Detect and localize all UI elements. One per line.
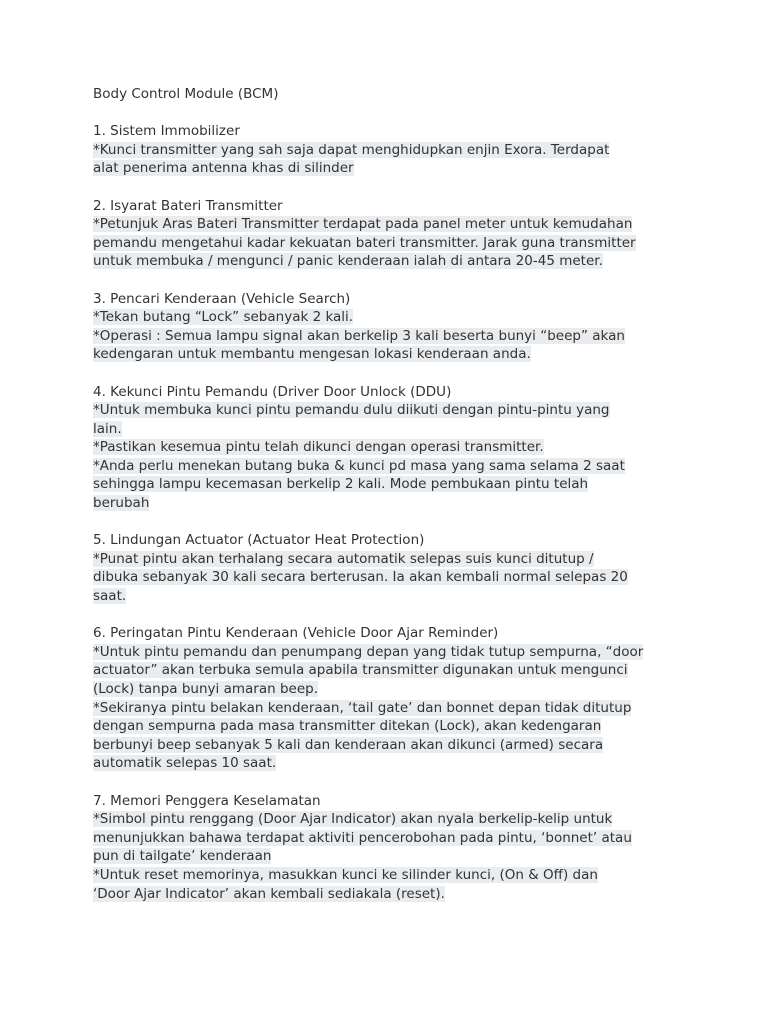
spacer: [93, 271, 693, 290]
body-line: alat penerima antenna khas di silinder: [93, 160, 354, 177]
section-immobilizer: [93, 122, 693, 178]
body-line: menunjukkan bahawa terdapat aktiviti pencerobohan pada pintu, ‘bonnet’ atau: [93, 829, 632, 846]
body-line: *Untuk reset memorinya, masukkan kunci ke silinder kunci, (On & Off) dan: [93, 866, 598, 883]
body-line: *Simbol pintu renggang (Door Ajar Indicator) akan nyala berkelip-kelip untuk: [93, 811, 613, 828]
body-line: saat.: [93, 588, 127, 605]
body-line: untuk membuka / mengunci / panic kenderaan ialah di antara 20-45 meter.: [93, 253, 603, 270]
section-heading: 5. Lindungan Actuator (Actuator Heat Protection): [93, 532, 425, 549]
spacer: [93, 104, 693, 123]
section-actuator-protection: [93, 531, 693, 605]
section-heading: 2. Isyarat Bateri Transmitter: [93, 197, 283, 214]
body-line: pemandu mengetahui kadar kekuatan bateri transmitter. Jarak guna transmitter: [93, 234, 636, 251]
body-line: berubah: [93, 495, 150, 512]
body-line: automatik selepas 10 saat.: [93, 755, 277, 772]
body-line: lain.: [93, 420, 122, 437]
section-heading: 6. Peringatan Pintu Kenderaan (Vehicle Door Ajar Reminder): [93, 625, 499, 642]
section-vehicle-search: [93, 290, 693, 364]
body-line: *Untuk membuka kunci pintu pemandu dulu diikuti dengan pintu-pintu yang: [93, 402, 610, 419]
section-heading: 4. Kekunci Pintu Pemandu (Driver Door Unlock (DDU): [93, 383, 452, 400]
body-line: *Sekiranya pintu belakan kenderaan, ‘tail gate’ dan bonnet depan tidak ditutup: [93, 699, 632, 716]
section-driver-door-unlock: [93, 383, 693, 513]
body-line: pun di tailgate’ kenderaan: [93, 848, 272, 865]
spacer: [93, 178, 693, 197]
body-line: *Punat pintu akan terhalang secara automatik selepas suis kunci ditutup /: [93, 550, 594, 567]
spacer: [93, 773, 693, 792]
spacer: [93, 606, 693, 625]
body-line: ‘Door Ajar Indicator’ akan kembali sediakala (reset).: [93, 885, 445, 902]
section-door-ajar-reminder: [93, 624, 693, 773]
body-line: *Pastikan kesemua pintu telah dikunci dengan operasi transmitter.: [93, 439, 544, 456]
body-line: sehingga lampu kecemasan berkelip 2 kali. Mode pembukaan pintu telah: [93, 476, 589, 493]
section-heading: 7. Memori Penggera Keselamatan: [93, 792, 321, 809]
body-line: *Kunci transmitter yang sah saja dapat menghidupkan enjin Exora. Terdapat: [93, 141, 610, 158]
body-line: *Petunjuk Aras Bateri Transmitter terdapat pada panel meter untuk kemudahan: [93, 216, 633, 233]
section-heading: 3. Pencari Kenderaan (Vehicle Search): [93, 290, 351, 307]
section-battery-signal: [93, 197, 693, 271]
body-line: kedengaran untuk membantu mengesan lokasi kenderaan anda.: [93, 346, 531, 363]
body-line: actuator” akan terbuka semula apabila transmitter digunakan untuk mengunci: [93, 662, 628, 679]
document-page: [93, 85, 693, 903]
body-line: *Anda perlu menekan butang buka & kunci pd masa yang sama selama 2 saat: [93, 457, 625, 474]
spacer: [93, 364, 693, 383]
section-heading: 1. Sistem Immobilizer: [93, 123, 240, 140]
body-line: *Operasi : Semua lampu signal akan berkelip 3 kali beserta bunyi “beep” akan: [93, 327, 625, 344]
body-line: *Tekan butang “Lock” sebanyak 2 kali.: [93, 309, 354, 326]
body-line: berbunyi beep sebanyak 5 kali dan kenderaan akan dikunci (armed) secara: [93, 736, 604, 753]
document-title: Body Control Module (BCM): [93, 86, 279, 102]
body-line: *Untuk pintu pemandu dan penumpang depan yang tidak tutup sempurna, “door: [93, 643, 644, 660]
section-security-alarm-memory: [93, 792, 693, 904]
spacer: [93, 513, 693, 532]
body-line: dengan sempurna pada masa transmitter ditekan (Lock), akan kedengaran: [93, 718, 602, 735]
body-line: dibuka sebanyak 30 kali secara berterusan. Ia akan kembali normal selepas 20: [93, 569, 628, 586]
body-line: (Lock) tanpa bunyi amaran beep.: [93, 681, 318, 697]
